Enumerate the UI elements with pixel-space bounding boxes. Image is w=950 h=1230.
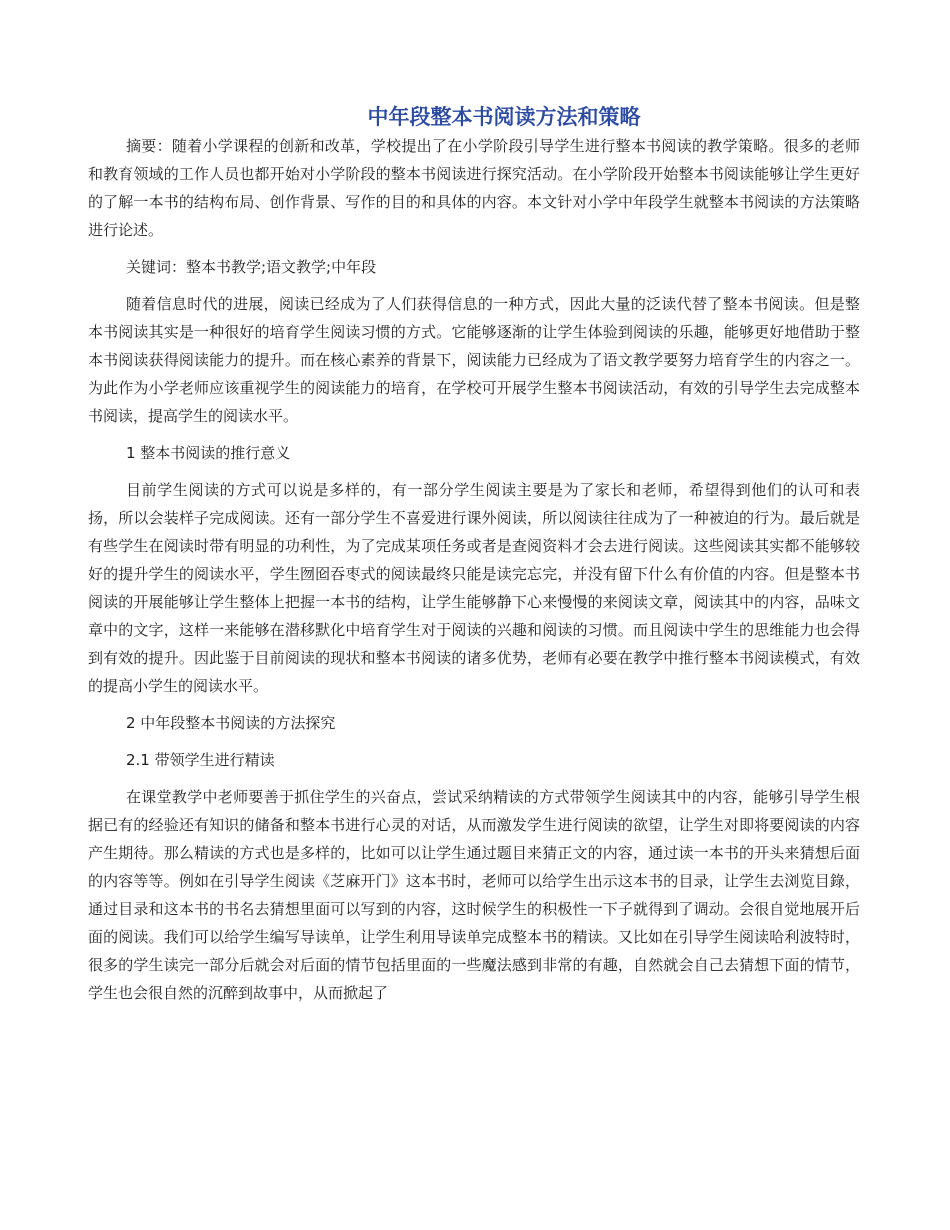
section-1-heading: 1 整本书阅读的推行意义	[126, 444, 291, 462]
section-2-1-paragraph: 在课堂教学中老师要善于抓住学生的兴奋点，尝试采纳精读的方式带领学生阅读其中的内容，能够引导学生根据已有的经验还有知识的储备和整本书进行心灵的对话，从而激发学生进行阅读的欲望，让学生对即将要阅读的内容产生期待。那么精读的方式也是多样的，比如可以让学生通过题目来猜正文的内容，通过读一本书的开头来猜想后面的内容等等。例如在引导学生阅读《芝麻开门》这本书时，老师可以给学生出示这本书的目录，让学生去浏览目錄，通过目录和这本书的书名去猜想里面可以写到的内容，这时候学生的积极性一下子就得到了调动。会很自觉地展开后面的阅读。我们可以给学生编写导读单，让学生利用导读单完成整本书的精读。又比如在引导学生阅读哈利波特时，很多的学生读完一部分后就会对后面的情节包括里面的一些魔法感到非常的有趣，自然就会自己去猜想下面的情节，学生也会很自然的沉醉到故事中，从而掀起了	[88, 788, 860, 1002]
document-page	[88, 102, 860, 1007]
section-2-heading: 2 中年段整本书阅读的方法探究	[126, 714, 336, 732]
section-2-1-heading: 2.1 带领学生进行精读	[126, 751, 275, 769]
section-1-paragraph: 目前学生阅读的方式可以说是多样的，有一部分学生阅读主要是为了家长和老师，希望得到他们的认可和表扬，所以会装样子完成阅读。还有一部分学生不喜爱进行课外阅读，所以阅读往往成为了一种被迫的行为。最后就是有些学生在阅读时带有明显的功利性，为了完成某项任务或者是查阅资料才会去进行阅读。这些阅读其实都不能够较好的提升学生的阅读水平，学生囫囵吞枣式的阅读最终只能是读完忘完，并没有留下什么有价值的内容。但是整本书阅读的开展能够让学生整体上把握一本书的结构，让学生能够静下心来慢慢的来阅读文章，阅读其中的内容，品味文章中的文字，这样一来能够在潜移默化中培育学生对于阅读的兴趣和阅读的习惯。而且阅读中学生的思维能力也会得到有效的提升。因此鉴于目前阅读的现状和整本书阅读的诸多优势，老师有必要在教学中推行整本书阅读模式，有效的提高小学生的阅读水平。	[88, 481, 860, 695]
intro-paragraph: 随着信息时代的进展，阅读已经成为了人们获得信息的一种方式，因此大量的泛读代替了整本书阅读。但是整本书阅读其实是一种很好的培育学生阅读习惯的方式。它能够逐渐的让学生体验到阅读的乐趣，能够更好地借助于整本书阅读获得阅读能力的提升。而在核心素养的背景下，阅读能力已经成为了语文教学要努力培育学生的内容之一。为此作为小学老师应该重视学生的阅读能力的培育，在学校可开展学生整本书阅读活动，有效的引导学生去完成整本书阅读，提高学生的阅读水平。	[88, 295, 860, 425]
document-title: 中年段整本书阅读方法和策略	[367, 105, 641, 129]
keywords-line: 关键词：整本书教学;语文教学;中年段	[126, 258, 377, 276]
abstract-paragraph: 摘要：随着小学课程的创新和改革，学校提出了在小学阶段引导学生进行整本书阅读的教学策略。很多的老师和教育领域的工作人员也都开始对小学阶段的整本书阅读进行探究活动。在小学阶段开始整本书阅读能够让学生更好的了解一本书的结构布局、创作背景、写作的目的和具体的内容。本文针对小学中年段学生就整本书阅读的方法策略进行论述。	[88, 137, 860, 239]
